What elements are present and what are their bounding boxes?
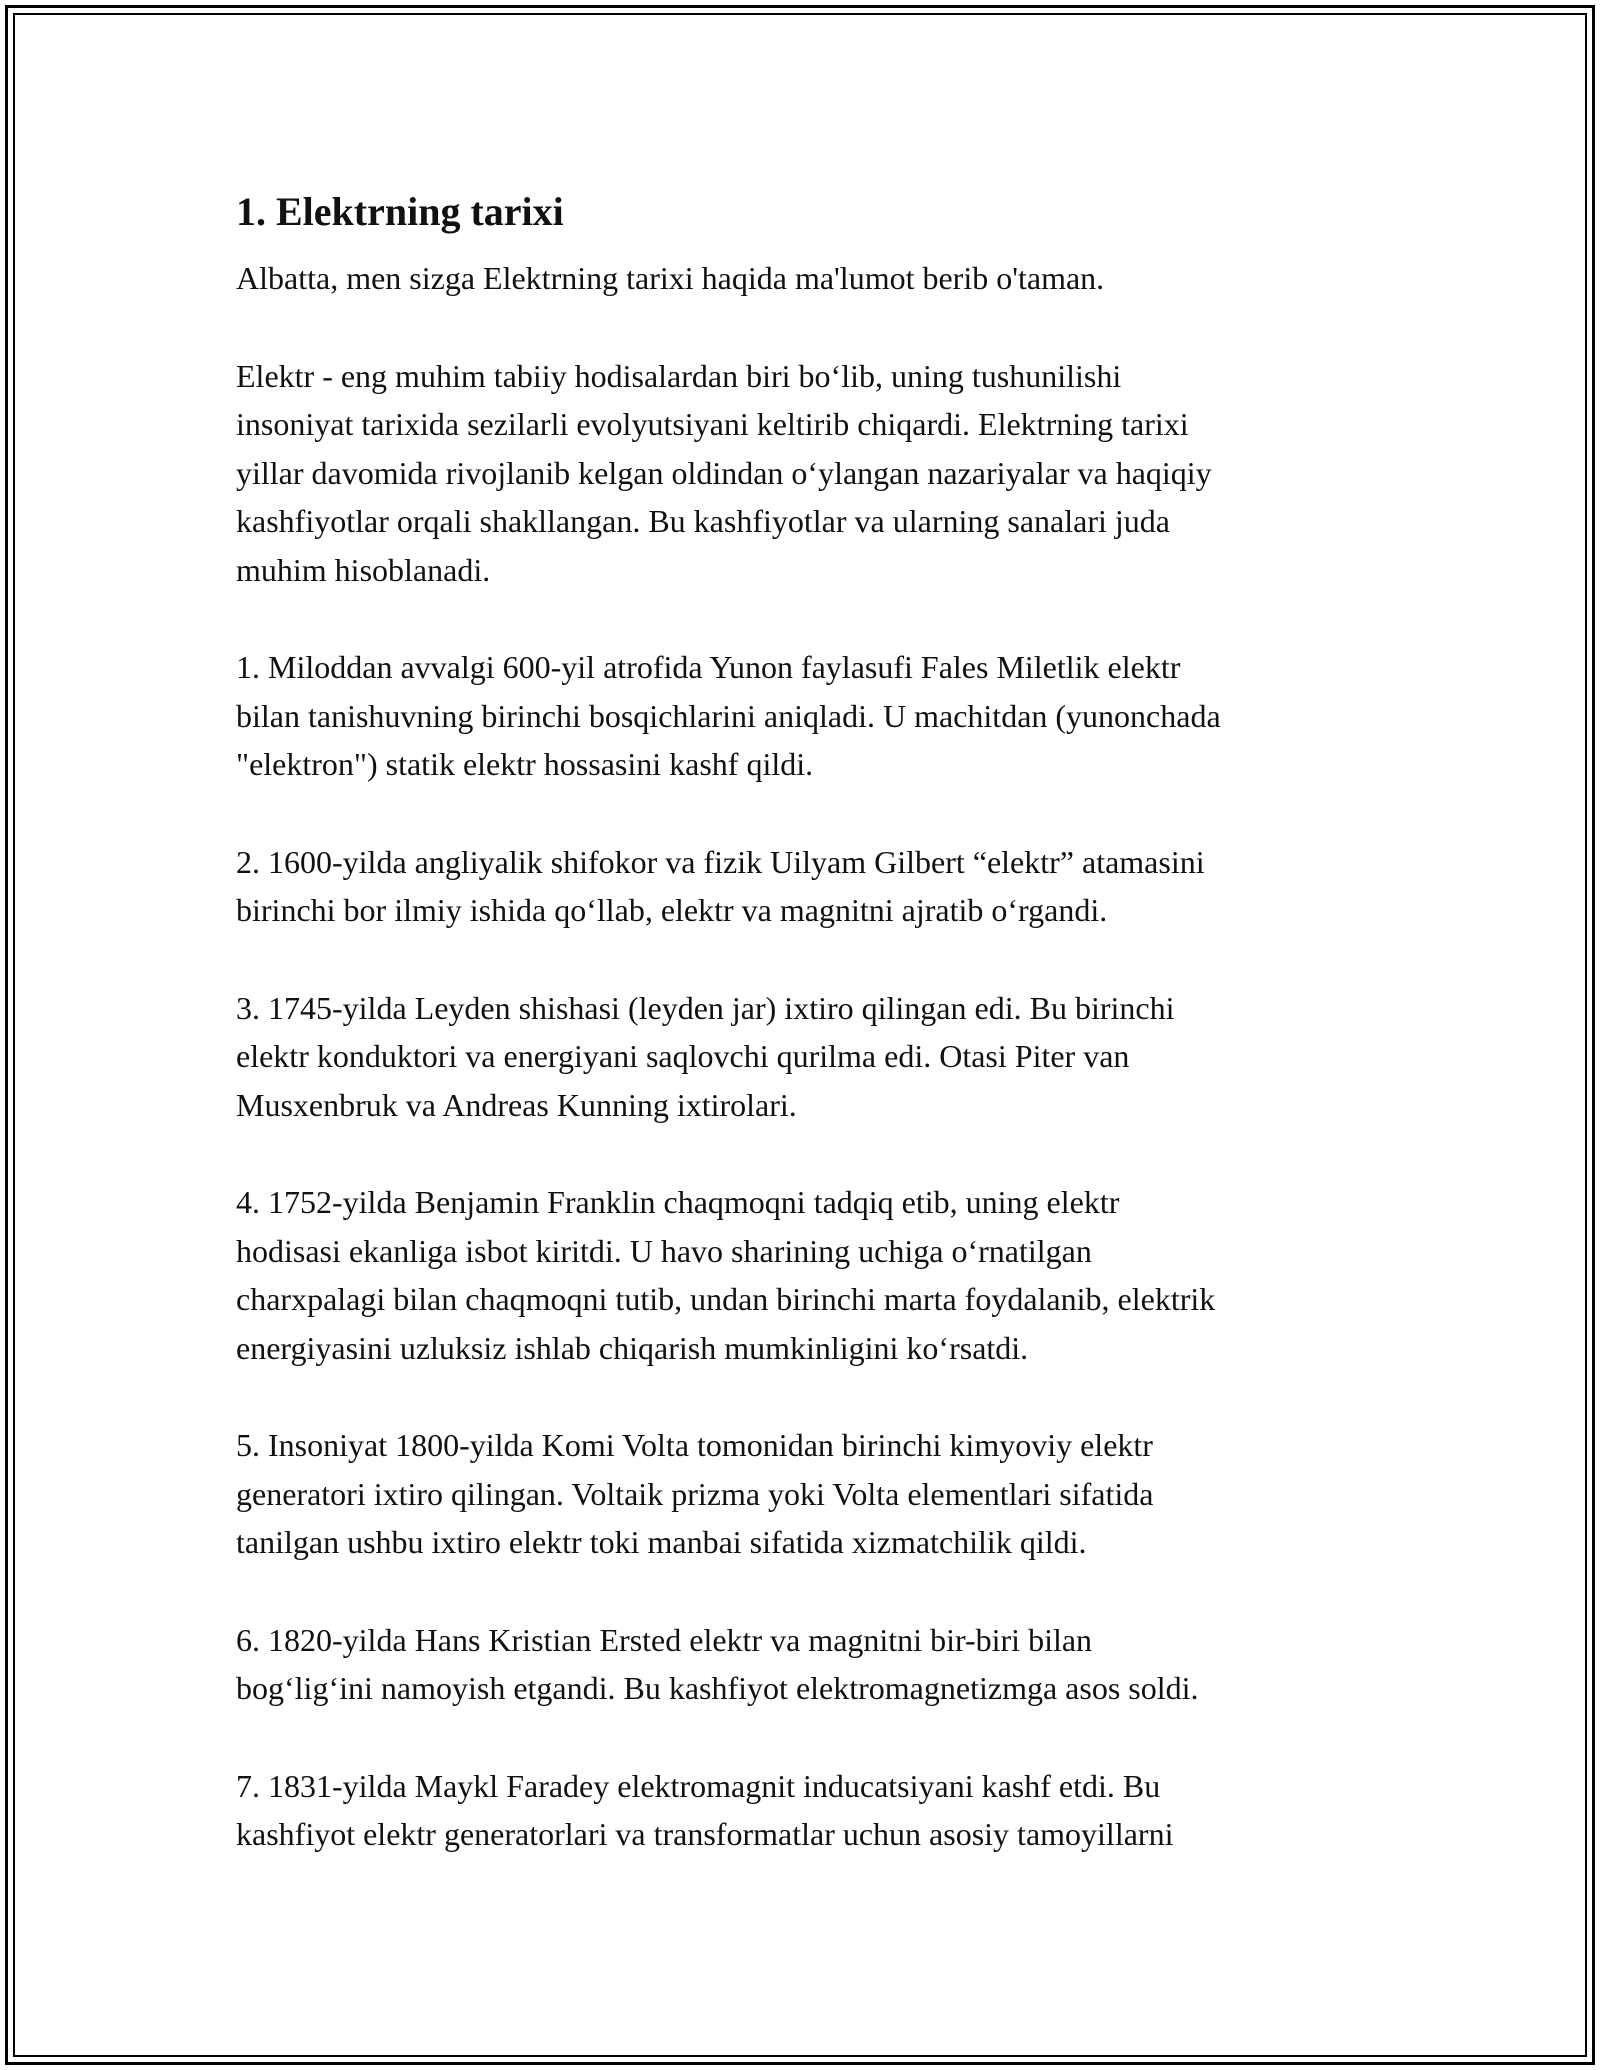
intro-paragraph: Albatta, men sizga Elektrning tarixi haqida ma'lumot berib o'taman. — [236, 260, 1105, 296]
overview-paragraph: Elektr - eng muhim tabiiy hodisalardan biri bo‘lib, uning tushunilishi insoniyat tarixida sezilarli evolyutsiyani keltirib chiqardi. Elektrning tarixi yillar davomida rivojlanib kelgan oldindan o‘ylangan nazariyalar va haqiqiy kashfiyotlar orqali shakllangan. Bu kashfiyotlar va ularning sanalari juda muhim hisoblanadi. — [236, 357, 1212, 588]
history-item-3: 3. 1745-yilda Leyden shishasi (leyden jar) ixtiro qilingan edi. Bu birinchi elektr konduktori va energiyani saqlovchi qurilma edi. Otasi Piter van Musxenbruk va Andreas Kunning ixtirolari. — [236, 989, 1175, 1123]
section-heading: 1. Elektrning tarixi — [236, 189, 564, 234]
history-item-2: 2. 1600-yilda angliyalik shifokor va fizik Uilyam Gilbert “elektr” atamasini birinchi bor ilmiy ishida qo‘llab, elektr va magnitni ajratib o‘rgandi. — [236, 843, 1205, 928]
document-body — [236, 186, 1376, 1908]
history-item-5: 5. Insoniyat 1800-yilda Komi Volta tomonidan birinchi kimyoviy elektr generatori ixtiro qilingan. Voltaik prizma yoki Volta elementlari sifatida tanilgan ushbu ixtiro elektr toki manbai sifatida xizmatchilik qildi. — [236, 1427, 1154, 1560]
history-item-6: 6. 1820-yilda Hans Kristian Ersted elektr va magnitni bir-biri bilan bog‘lig‘ini namoyish etgandi. Bu kashfiyot elektromagnetizmga asos soldi. — [236, 1621, 1199, 1706]
history-item-1: 1. Miloddan avvalgi 600-yil atrofida Yunon faylasufi Fales Miletlik elektr bilan tanishuvning birinchi bosqichlarini aniqladi. U machitdan (yunonchada "elektron") statik elektr hossasini kashf qildi. — [236, 649, 1221, 782]
history-item-7: 7. 1831-yilda Maykl Faradey elektromagnit inducatsiyani kashf etdi. Bu kashfiyot elektr generatorlari va transformatlar uchun asosiy tamoyillarni — [236, 1767, 1174, 1852]
history-item-4: 4. 1752-yilda Benjamin Franklin chaqmoqni tadqiq etib, uning elektr hodisasi ekanliga isbot kiritdi. U havo sharining uchiga o‘rnatilgan charxpalagi bilan chaqmoqni tutib, undan birinchi marta foydalanib, elektrik energiyasini uzluksiz ishlab chiqarish mumkinligini ko‘rsatdi. — [236, 1184, 1216, 1366]
